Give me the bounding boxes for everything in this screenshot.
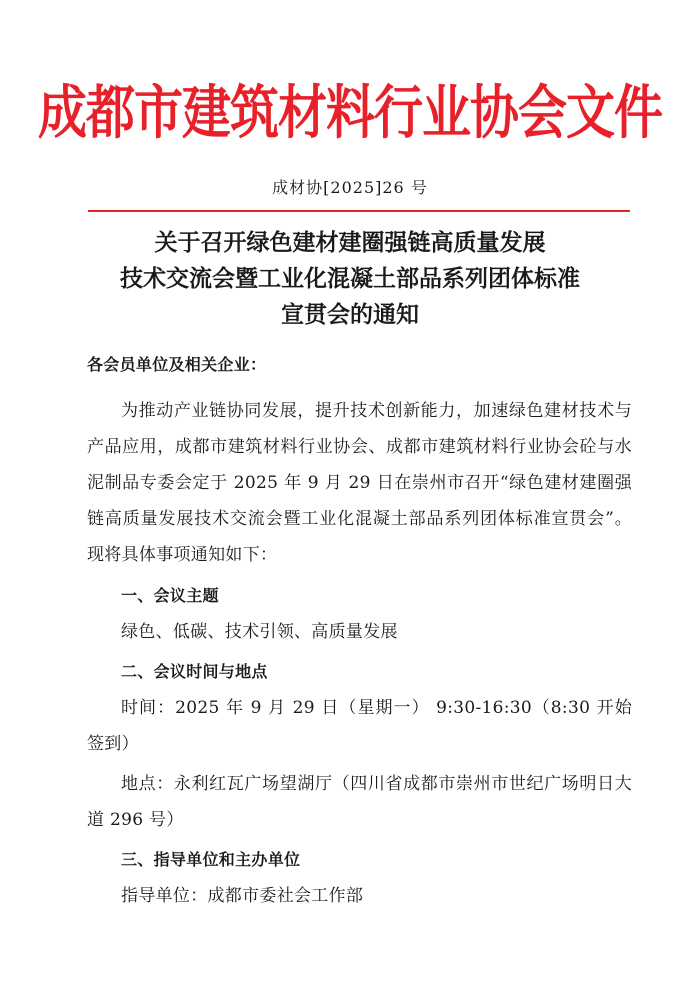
notice-title: [0, 225, 700, 333]
title-line-2: 技术交流会暨工业化混凝土部品系列团体标准: [120, 266, 580, 292]
section-3-guiding-unit: 指导单位：成都市委社会工作部: [121, 886, 364, 906]
notice-sections: [87, 578, 632, 918]
red-divider-line: [88, 210, 630, 212]
section-1-theme: 绿色、低碳、技术引领、高质量发展: [121, 622, 398, 642]
section-2-place: 地点：永利红瓦广场望湖厅（四川省成都市崇州市世纪广场明日大道 296 号）: [87, 774, 632, 830]
section-2-heading: 二、会议时间与地点: [121, 662, 268, 681]
section-2-time: 时间：2025 年 9 月 29 日（星期一） 9:30-16:30（8:30 开始签到）: [87, 698, 632, 754]
section-1-heading: 一、会议主题: [121, 586, 219, 605]
title-line-1: 关于召开绿色建材建圈强链高质量发展: [154, 230, 546, 256]
intro-paragraph: 为推动产业链协同发展，提升技术创新能力，加速绿色建材技术与产品应用，成都市建筑材料行业协会、成都市建筑材料行业协会砼与水泥制品专委会定于 2025 年 9 月 29 日在崇州市召开“绿色建材建圈强链高质量发展技术交流会暨工业化混凝土部品系列团体标准宣贯会”。现将具体事项通知如下：: [87, 401, 632, 565]
title-line-3: 宣贯会的通知: [281, 302, 419, 328]
document-number: 成材协[2025]26 号: [272, 178, 428, 197]
salutation: 各会员单位及相关企业：: [87, 355, 267, 374]
document-masthead: 成都市建筑材料行业协会文件: [37, 79, 662, 147]
section-3-heading: 三、指导单位和主办单位: [121, 850, 301, 869]
